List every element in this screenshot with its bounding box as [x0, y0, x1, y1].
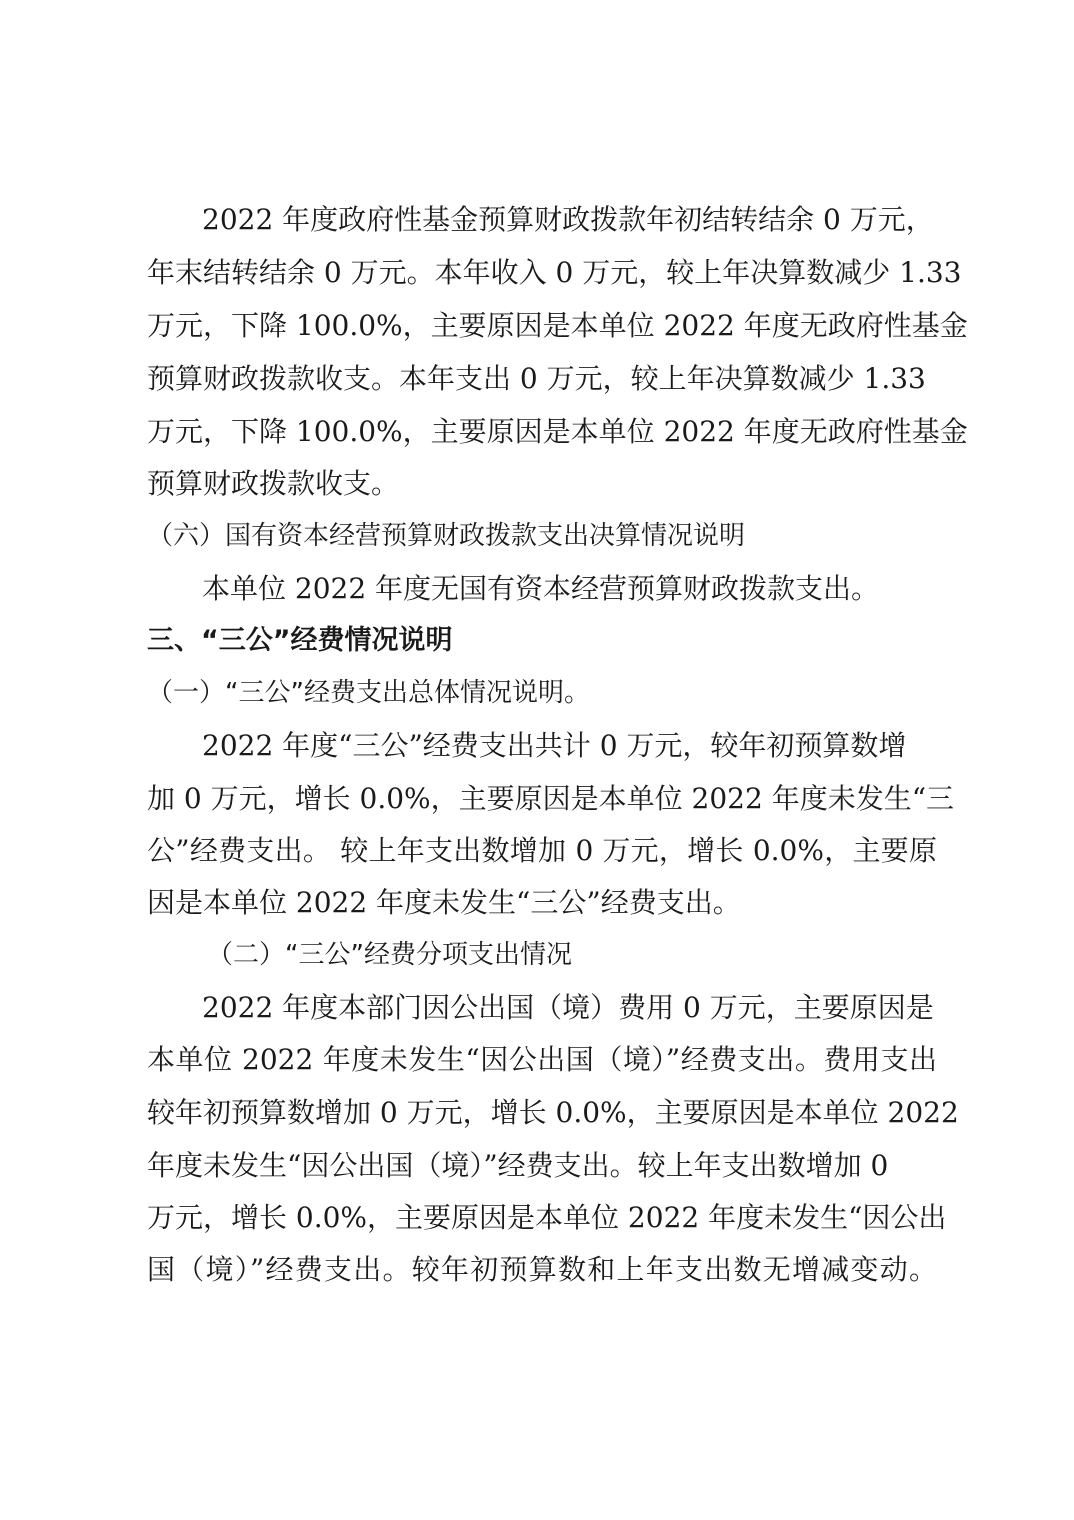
paragraph-line: 万元，下降 100.0%，主要原因是本单位 2022 年度无政府性基金	[147, 415, 968, 448]
paragraph-line: 万元，增长 0.0%，主要原因是本单位 2022 年度未发生“因公出	[147, 1201, 947, 1234]
chapter-heading: 三、“三公”经费情况说明	[147, 625, 453, 656]
paragraph-line: 预算财政拨款收支。	[147, 467, 400, 500]
paragraph-line: 较年初预算数增加 0 万元，增长 0.0%，主要原因是本单位 2022	[147, 1096, 959, 1129]
paragraph-line: 加 0 万元，增长 0.0%，主要原因是本单位 2022 年度未发生“三	[147, 782, 955, 815]
paragraph-line: 公”经费支出。 较上年支出数增加 0 万元，增长 0.0%，主要原	[147, 834, 937, 867]
paragraph-line: 2022 年度“三公”经费支出共计 0 万元，较年初预算数增	[202, 729, 907, 762]
section-heading: （一）“三公”经费支出总体情况说明。	[147, 678, 590, 708]
paragraph-line: 年末结转结余 0 万元。本年收入 0 万元，较上年决算数减少 1.33	[147, 256, 962, 289]
paragraph-line: 国（境）”经费支出。较年初预算数和上年支出数无增减变动。	[147, 1253, 937, 1286]
paragraph-line: 年度未发生“因公出国（境）”经费支出。较上年支出数增加 0	[147, 1149, 889, 1182]
paragraph-line: 因是本单位 2022 年度未发生“三公”经费支出。	[147, 886, 741, 919]
paragraph-line: 2022 年度本部门因公出国（境）费用 0 万元，主要原因是	[202, 991, 934, 1024]
paragraph-line: 本单位 2022 年度未发生“因公出国（境）”经费支出。费用支出	[147, 1043, 937, 1076]
section-heading: （六）国有资本经营预算财政拨款支出决算情况说明	[147, 521, 746, 551]
paragraph-line: 2022 年度政府性基金预算财政拨款年初结转结余 0 万元，	[202, 203, 934, 236]
paragraph-line: 万元，下降 100.0%，主要原因是本单位 2022 年度无政府性基金	[147, 309, 968, 342]
paragraph-line: 预算财政拨款收支。本年支出 0 万元，较上年决算数减少 1.33	[147, 362, 926, 395]
section-heading: （二）“三公”经费分项支出情况	[207, 940, 572, 970]
paragraph-line: 本单位 2022 年度无国有资本经营预算财政拨款支出。	[202, 572, 880, 605]
